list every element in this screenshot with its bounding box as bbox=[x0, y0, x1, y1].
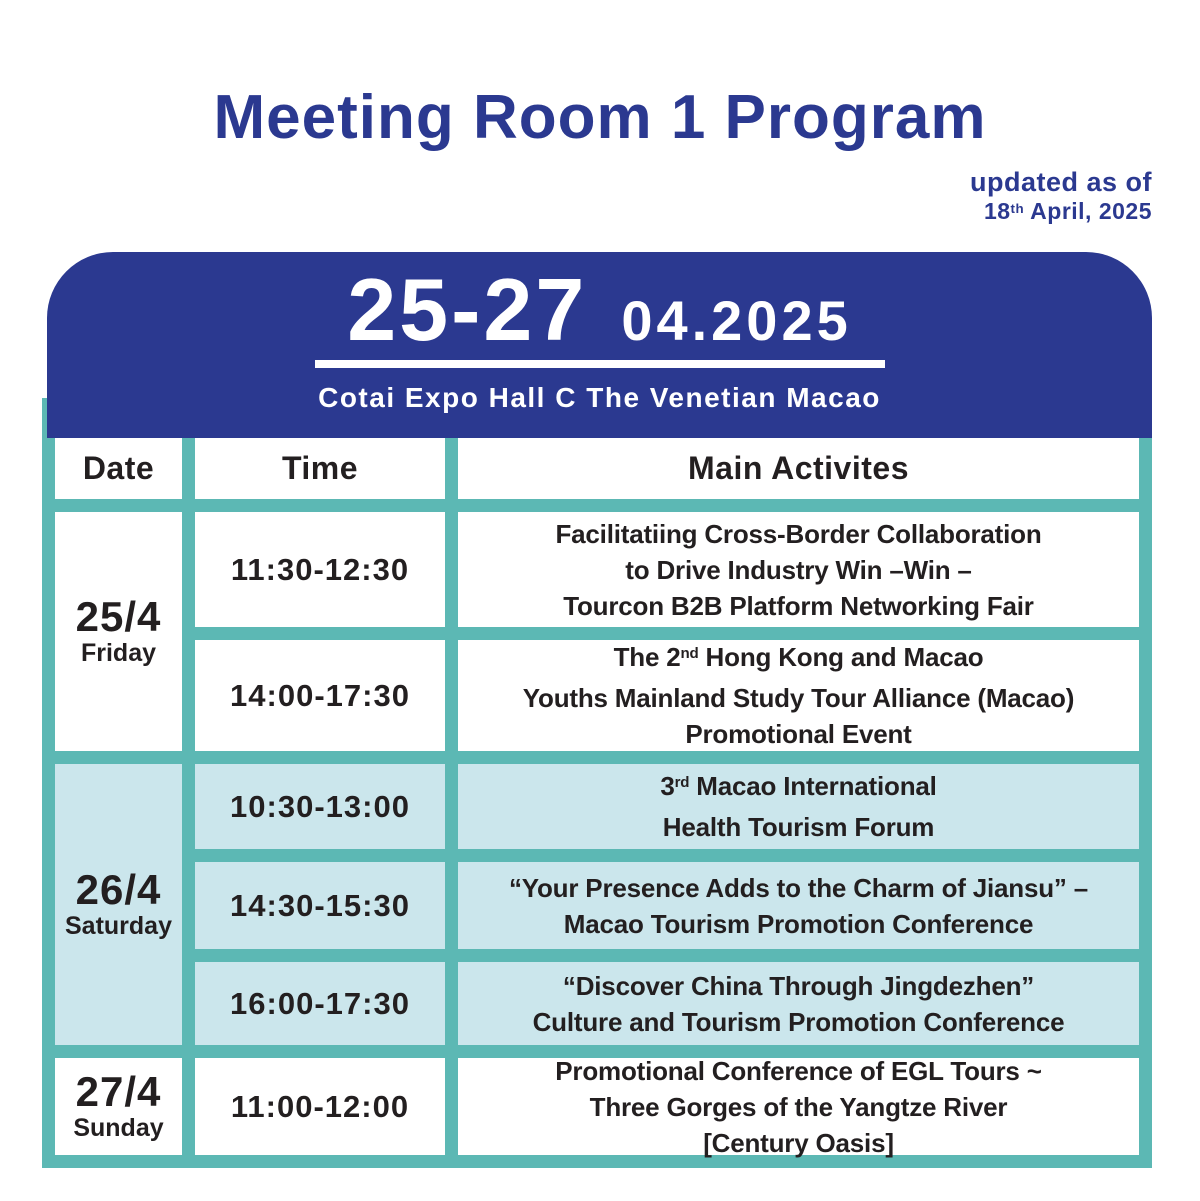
time-cell: 11:00-12:00 bbox=[195, 1058, 445, 1155]
event-venue: Cotai Expo Hall C The Venetian Macao bbox=[318, 382, 881, 413]
day-of-week: Saturday bbox=[65, 912, 172, 941]
activity-line: to Drive Industry Win –Win – bbox=[625, 554, 972, 585]
program-table bbox=[42, 398, 1152, 1168]
page-title: Meeting Room 1 Program bbox=[213, 83, 987, 152]
column-header-main-activites: Main Activites bbox=[458, 437, 1139, 499]
activity-cell bbox=[458, 962, 1139, 1045]
activity-cell bbox=[458, 1055, 1139, 1158]
column-header-date: Date bbox=[55, 437, 182, 499]
activity-line: Facilitatiing Cross-Border Collaboration bbox=[555, 518, 1042, 549]
date-cell bbox=[55, 764, 182, 1045]
activity-line: 3rd Macao International bbox=[660, 771, 937, 801]
activity-line: Culture and Tourism Promotion Conference bbox=[532, 1006, 1065, 1037]
activity-line: The 2nd Hong Kong and Macao bbox=[613, 642, 984, 672]
updated-label: updated as of bbox=[969, 167, 1152, 197]
activity-cell bbox=[458, 512, 1139, 627]
activity-cell bbox=[458, 862, 1139, 949]
activity-line: “Discover China Through Jingdezhen” bbox=[562, 970, 1035, 1001]
activity-line: Youths Mainland Study Tour Alliance (Macao) bbox=[522, 683, 1075, 713]
activity-line: Health Tourism Forum bbox=[662, 812, 935, 842]
time-cell: 11:30-12:30 bbox=[195, 512, 445, 627]
activity-line: Promotional Conference of EGL Tours ~ bbox=[555, 1055, 1042, 1086]
date-cell bbox=[55, 512, 182, 751]
day-of-week: Sunday bbox=[73, 1114, 164, 1143]
date-value: 25/4 bbox=[75, 593, 162, 641]
time-cell: 10:30-13:00 bbox=[195, 764, 445, 849]
event-dates bbox=[347, 260, 852, 359]
time-cell: 16:00-17:30 bbox=[195, 962, 445, 1045]
time-cell: 14:00-17:30 bbox=[195, 640, 445, 751]
updated-as-of bbox=[970, 166, 1152, 226]
column-header-time: Time bbox=[195, 437, 445, 499]
activity-line: [Century Oasis] bbox=[703, 1127, 894, 1158]
activity-line: Three Gorges of the Yangtze River bbox=[589, 1091, 1008, 1122]
event-month-year: 04.2025 bbox=[621, 289, 852, 352]
day-of-week: Friday bbox=[80, 639, 157, 668]
date-value: 26/4 bbox=[75, 866, 162, 914]
activity-line: Macao Tourism Promotion Conference bbox=[563, 908, 1034, 939]
activity-cell bbox=[458, 764, 1139, 849]
activity-cell bbox=[458, 640, 1139, 751]
activity-line: Promotional Event bbox=[685, 719, 912, 749]
updated-date: 18th April, 2025 bbox=[983, 198, 1152, 225]
event-banner bbox=[47, 252, 1152, 438]
date-cell bbox=[55, 1058, 182, 1155]
activity-line: Tourcon B2B Platform Networking Fair bbox=[563, 590, 1034, 621]
time-cell: 14:30-15:30 bbox=[195, 862, 445, 949]
activity-line: “Your Presence Adds to the Charm of Jiansu” – bbox=[508, 872, 1089, 903]
date-value: 27/4 bbox=[75, 1068, 162, 1116]
banner-divider bbox=[315, 360, 885, 368]
event-date-range: 25-27 bbox=[347, 260, 588, 359]
